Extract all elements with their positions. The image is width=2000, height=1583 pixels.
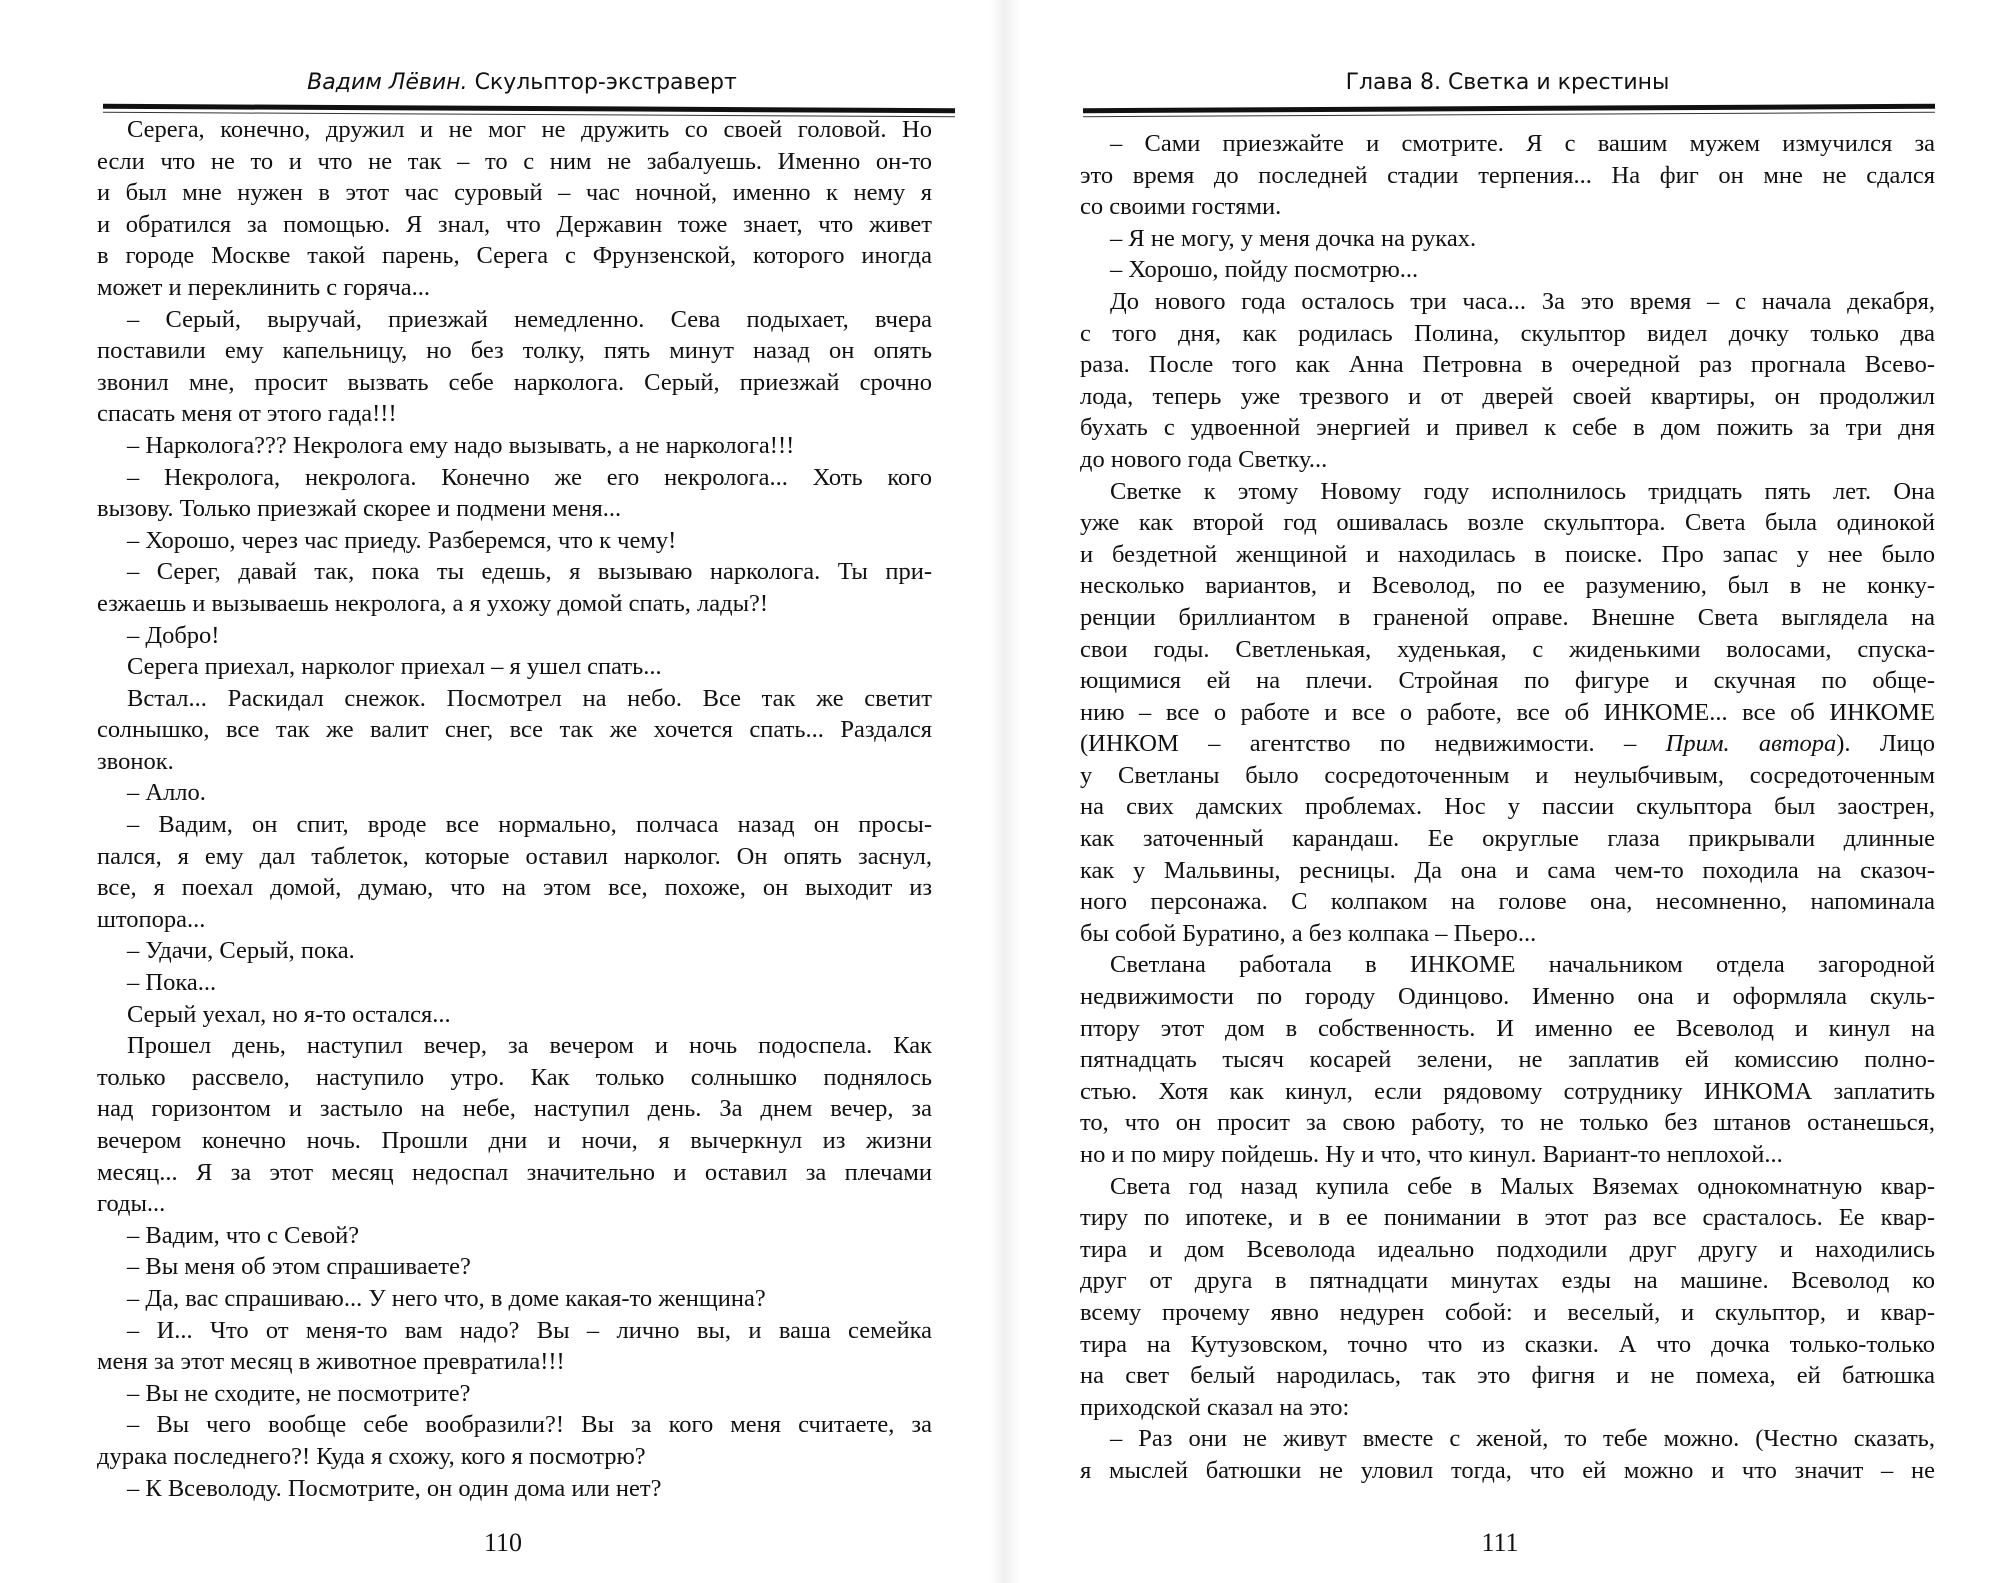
text-line: – Пока... [127, 969, 217, 997]
text-line: нию – все о работе и все о работе, все об ИНКОМЕ... все об ИНКОМЕ [1080, 698, 1935, 726]
paragraph [1080, 1423, 1935, 1486]
paragraph [97, 999, 932, 1031]
text-line: – Некролога, некролога. Конечно же его некролога... Хоть кого [127, 463, 932, 491]
author-name: Вадим Лёвин. [307, 70, 468, 95]
text-line: тира и дом Всеволода идеально подходили друг другу и находились [1080, 1235, 1935, 1263]
page-number: 110 [483, 1528, 523, 1557]
text-line: Серега приехал, нарколог приехал – я ушел спать... [127, 653, 662, 681]
text-line [1080, 728, 1935, 760]
text-line: Света год назад купила себе в Малых Вяземах однокомнатную квар- [1110, 1172, 1935, 1200]
paragraph [1080, 286, 1935, 476]
paragraph [97, 935, 932, 967]
text-line: бы собой Буратино, а без колпака – Пьеро... [1080, 919, 1537, 947]
paragraph [1080, 949, 1935, 1170]
paragraph [97, 651, 932, 683]
header-rule [1083, 104, 1935, 113]
paragraph [97, 1220, 932, 1252]
paragraph [97, 1409, 932, 1472]
text-line: солнышко, все так же валит снег, все так же хочется спать... Раздался [97, 716, 932, 744]
text-line: годы... [97, 1190, 166, 1218]
paragraph [97, 114, 932, 304]
text-line: у Светланы было сосредоточенным и неулыбчивым, сосредоточенным [1080, 761, 1935, 789]
text-line: все, я поехал домой, думаю, что на этом все, похоже, он выходит из [97, 874, 932, 902]
italic-note: Прим. автора [1665, 730, 1837, 758]
text-line: Светлана работала в ИНКОМЕ начальником отдела загородной [1110, 951, 1935, 979]
paragraph [97, 304, 932, 430]
page-body [97, 114, 932, 1504]
text-line: – Вадим, он спит, вроде все нормально, полчаса назад он просы- [127, 811, 932, 839]
text-line: Светке к этому Новому году исполнилось тридцать пять лет. Она [1110, 477, 1935, 505]
text-line: – Алло. [127, 779, 206, 807]
paragraph [97, 620, 932, 652]
text-line: тиру по ипотеке, и в ее понимании в этот раз все срасталось. Ее квар- [1080, 1204, 1935, 1232]
text-line: – Нарколога??? Некролога ему надо вызывать, а не нарколога!!! [127, 431, 795, 459]
text-line: – Удачи, Серый, пока. [127, 937, 355, 965]
text-line: Серега, конечно, дружил и не мог не дружить со своей головой. Но [127, 116, 932, 143]
text-line: только рассвело, наступило утро. Как только солнышко поднялось [97, 1063, 932, 1091]
text-line: звонок. [97, 747, 174, 775]
text-line: с того дня, как родилась Полина, скульптор видел дочку только два [1080, 319, 1935, 347]
text-line: штопора... [97, 905, 206, 933]
header-rule [103, 104, 955, 113]
book-title: Скульптор-экстраверт [474, 70, 737, 95]
text-line: и был мне нужен в этот час суровый – час ночной, именно к нему я [97, 179, 932, 207]
paragraph [97, 525, 932, 557]
paragraph [97, 430, 932, 462]
text-line: это время до последней стадии терпения... На фиг он мне не сдался [1080, 161, 1935, 189]
text-line: на свет белый народилась, так это фигня и не помеха, ей батюшка [1080, 1362, 1935, 1390]
text-line: ющимися ей на плечи. Стройная по фигуре и скучная по обще- [1080, 667, 1935, 695]
text-line: – Сами приезжайте и смотрите. Я с вашим мужем измучился за [1110, 130, 1935, 157]
text-line: недвижимости по городу Одинцово. Именно она и оформляла скуль- [1080, 983, 1935, 1011]
text-line: приходской сказал на это: [1080, 1393, 1350, 1421]
paragraph [1080, 128, 1935, 223]
text-line: стью. Хотя как кинул, если рядовому сотруднику ИНКОМА заплатить [1080, 1077, 1935, 1105]
text-line: дурака последнего?! Куда я схожу, кого я посмотрю? [97, 1442, 646, 1470]
text-line: как заточенный карандаш. Ее округлые глаза прикрывали длинные [1080, 825, 1935, 853]
running-head-author-title [97, 70, 947, 95]
text-line: – Вы меня об этом спрашиваете? [127, 1253, 471, 1281]
text-line: несколько вариантов, и Всеволод, по ее разумению, был в не конку- [1080, 572, 1935, 600]
text-segment: ). Лицо [1836, 730, 1935, 758]
text-line: лода, теперь уже трезвого и от дверей своей квартиры, он продолжил [1080, 382, 1935, 410]
text-line: – Вадим, что с Севой? [127, 1221, 360, 1249]
paragraph [97, 1251, 932, 1283]
paragraph [97, 1283, 932, 1315]
text-line: но и по миру пойдешь. Ну и что, что кинул. Вариант-то неплохой... [1080, 1141, 1783, 1168]
text-line: спасать меня от этого гада!!! [97, 400, 397, 428]
text-line: уже как второй год ошивалась возле скульптора. Света была одинокой [1080, 509, 1935, 537]
paragraph [97, 777, 932, 809]
text-line: бухать с удвоенной энергией и привел к себе в дом пожить за три дня [1080, 414, 1935, 442]
text-line: – К Всеволоду. Посмотрите, он один дома или нет? [127, 1474, 662, 1502]
text-line: всему прочему явно недурен собой: и веселый, и скульптор, и квар- [1080, 1298, 1935, 1326]
text-line: свои годы. Светленькая, худенькая, с жиденькими волосами, спуска- [1080, 635, 1935, 663]
text-line: звонил мне, просит вызвать себе нарколога. Серый, приезжай срочно [97, 368, 932, 396]
text-line: и бездетной женщиной и находилась в поиске. Про запас у нее было [1080, 540, 1935, 568]
text-line: – Добро! [127, 621, 220, 649]
running-head-chapter [1080, 70, 1935, 95]
text-line: вечером конечно ночь. Прошли дни и ночи, я вычеркнул из жизни [97, 1127, 932, 1154]
text-line: – Вы не сходите, не посмотрите? [127, 1379, 471, 1407]
text-line: – Я не могу, у меня дочка на руках. [1110, 224, 1477, 252]
text-line: ренции бриллиантом в граненой оправе. Внешне Света выглядела на [1080, 603, 1935, 631]
text-line: – Вы чего вообще себе вообразили?! Вы за кого меня считаете, за [127, 1411, 932, 1439]
text-line: Прошел день, наступил вечер, за вечером и ночь подоспела. Как [127, 1032, 932, 1060]
text-line: Серый уехал, но я-то остался... [127, 1000, 451, 1028]
paragraph [1080, 254, 1935, 286]
text-line: – Серег, давай так, пока ты едешь, я вызываю нарколога. Ты при- [127, 558, 932, 586]
text-line: на свих дамских проблемах. Нос у пассии скульптора был заострен, [1080, 793, 1935, 821]
text-line: До нового года осталось три часа... За это время – с начала декабря, [1110, 287, 1935, 315]
text-line: – И... Что от меня-то вам надо? Вы – лично вы, и ваша семейка [127, 1316, 932, 1344]
text-line: пятнадцать тысяч косарей зелени, не заплатив ей комиссию полно- [1080, 1046, 1935, 1074]
page-body [1080, 128, 1935, 1487]
paragraph [1080, 476, 1935, 950]
text-line: над горизонтом и застыло на небе, наступил день. За днем вечер, за [97, 1095, 932, 1123]
text-line: раза. После того как Анна Петровна в очередной раз прогнала Всево- [1080, 351, 1935, 379]
text-line: – Да, вас спрашиваю... У него что, в доме какая-то женщина? [127, 1284, 766, 1312]
text-line: езжаешь и вызываешь некролога, а я ухожу домой спать, лады?! [97, 589, 769, 617]
text-line: месяц... Я за этот месяц недоспал значительно и оставил за плечами [97, 1158, 932, 1186]
text-line: как у Мальвины, ресницы. Да она и сама чем-то походила на сказоч- [1080, 856, 1935, 884]
text-line: Встал... Раскидал снежок. Посмотрел на небо. Все так же светит [127, 684, 932, 712]
text-line: я мыслей батюшки не уловил тогда, что ей можно и что значит – не [1080, 1456, 1935, 1484]
paragraph [97, 1473, 932, 1505]
text-line: поставили ему капельницу, но без толку, пять минут назад он опять [97, 337, 932, 365]
text-line: если что не то и что не так – то с ним не забалуешь. Именно он-то [97, 147, 932, 175]
text-line: тира на Кутузовском, точно что из сказки. А что дочка только-только [1080, 1330, 1935, 1358]
text-line: – Раз они не живут вместе с женой, то тебе можно. (Честно сказать, [1110, 1425, 1935, 1453]
text-line: то, что он просит за свою работу, то не только без штанов останешься, [1080, 1109, 1935, 1137]
text-line: – Серый, выручай, приезжай немедленно. Сева подыхает, вчера [127, 305, 932, 333]
text-line: пался, я ему дал таблеток, которые оставил нарколог. Он опять заснул, [97, 842, 932, 870]
paragraph [97, 809, 932, 935]
text-line: друг от друга в пятнадцати минутах езды на машине. Всеволод ко [1080, 1267, 1935, 1295]
paragraph [97, 556, 932, 619]
text-segment: (ИНКОМ – агентство по недвижимости. – [1080, 730, 1666, 758]
paragraph [1080, 1171, 1935, 1424]
text-line: ного персонажа. С колпаком на голове она, несомненно, напоминала [1080, 888, 1935, 916]
text-line: в городе Москве такой парень, Серега с Фрунзенской, которого иногда [97, 242, 932, 270]
page-number: 111 [1481, 1528, 1519, 1557]
text-line: вызову. Только приезжай скорее и подмени меня... [97, 495, 622, 523]
text-line: меня за этот месяц в животное превратила!!! [97, 1348, 565, 1376]
text-line: со своими гостями. [1080, 193, 1282, 221]
chapter-title: Глава 8. Светка и крестины [1345, 70, 1670, 95]
paragraph [97, 1315, 932, 1378]
text-line: – Хорошо, через час приеду. Разберемся, что к чему! [127, 526, 677, 554]
paragraph [97, 1030, 932, 1220]
text-line: птору этот дом в собственность. И именно ее Всеволод и кинул на [1080, 1014, 1935, 1042]
paragraph [97, 967, 932, 999]
text-line: и обратился за помощью. Я знал, что Державин тоже знает, что живет [97, 210, 932, 238]
paragraph [97, 683, 932, 778]
right-page [1000, 0, 2000, 1583]
paragraph [1080, 223, 1935, 255]
text-line: может и переклинить с горяча... [97, 273, 431, 301]
paragraph [97, 1378, 932, 1410]
text-line: до нового года Светку... [1080, 445, 1328, 473]
text-line: – Хорошо, пойду посмотрю... [1110, 256, 1419, 284]
paragraph [97, 462, 932, 525]
